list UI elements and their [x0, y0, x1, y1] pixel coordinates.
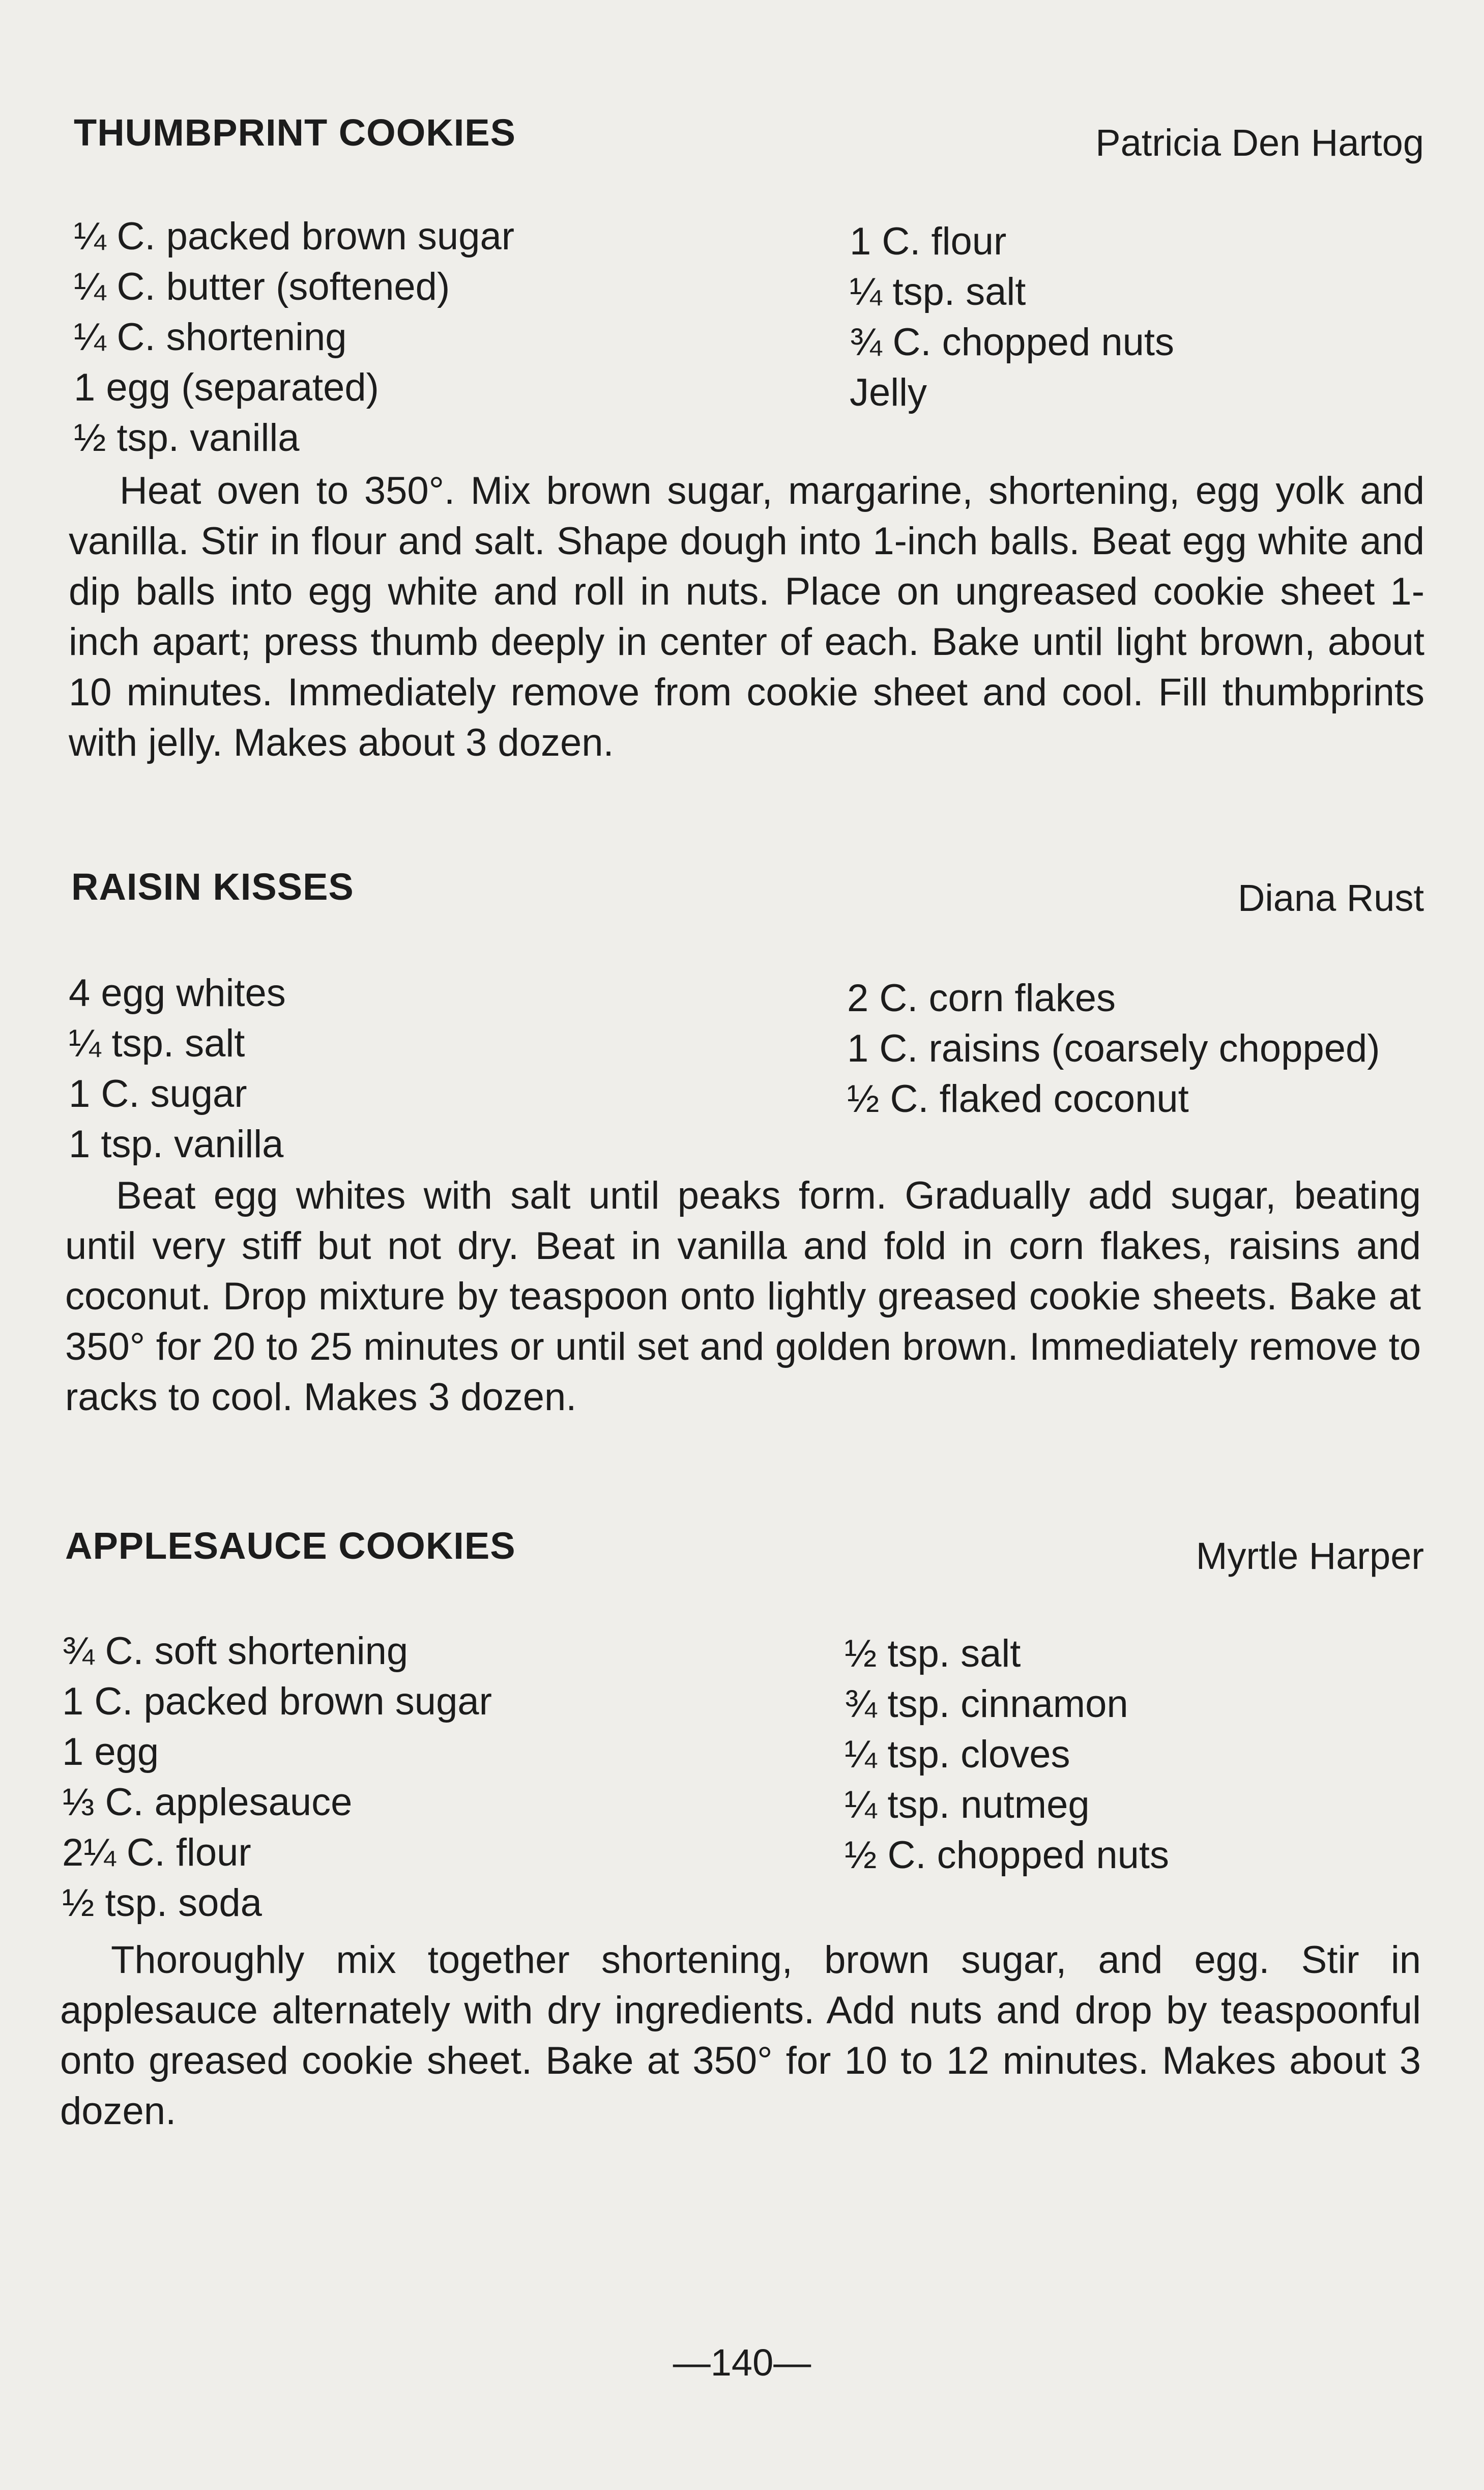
- recipe-title: THUMBPRINT COOKIES: [74, 111, 516, 154]
- recipe-title: RAISIN KISSES: [71, 866, 354, 908]
- ingredient: ⅓ C. applesauce: [62, 1781, 353, 1824]
- ingredient: 2 C. corn flakes: [847, 977, 1116, 1020]
- ingredient: ¾ tsp. cinnamon: [845, 1682, 1128, 1726]
- page-number: —140—: [673, 2341, 811, 2384]
- ingredient: ½ C. chopped nuts: [845, 1834, 1169, 1877]
- ingredients-right: [847, 973, 1380, 1124]
- ingredient: ¼ tsp. nutmeg: [845, 1783, 1090, 1826]
- ingredient: ¼ tsp. cloves: [845, 1733, 1070, 1776]
- ingredient: ¼ C. shortening: [74, 316, 347, 359]
- ingredient: ¾ C. soft shortening: [62, 1629, 409, 1673]
- recipe-author: Diana Rust: [1237, 877, 1424, 919]
- ingredient: ¼ tsp. salt: [850, 270, 1026, 313]
- recipe-title: APPLESAUCE COOKIES: [65, 1525, 516, 1567]
- ingredient: 2¼ C. flour: [62, 1831, 251, 1874]
- recipe-author: Myrtle Harper: [1196, 1535, 1424, 1577]
- recipe-method: Beat egg whites with salt until peaks form. Gradually add sugar, beating until very stiff but not dry. Beat in vanilla and fold in corn flakes, raisins and coconut. Drop mixture by teaspoon onto lightly greased cookie sheets. Bake at 350° for 20 to 25 minutes or until set and golden brown. Immediately remove to racks to cool. Makes 3 dozen.: [65, 1174, 1421, 1419]
- ingredient: 1 C. packed brown sugar: [62, 1680, 492, 1723]
- ingredients-left: [69, 968, 286, 1169]
- ingredients-right: [845, 1628, 1169, 1880]
- ingredients-right: [850, 216, 1174, 418]
- ingredient: ¼ tsp. salt: [69, 1022, 245, 1065]
- ingredient: ½ C. flaked coconut: [847, 1077, 1189, 1121]
- ingredient: 1 egg (separated): [74, 366, 379, 409]
- ingredient: ½ tsp. vanilla: [74, 416, 300, 460]
- ingredient: 1 C. sugar: [69, 1072, 247, 1115]
- ingredient: 1 tsp. vanilla: [69, 1123, 284, 1166]
- ingredient: 1 C. flour: [850, 220, 1007, 263]
- recipe-author: Patricia Den Hartog: [1095, 122, 1424, 164]
- ingredient: 1 egg: [62, 1730, 159, 1773]
- ingredients-left: [62, 1626, 492, 1928]
- ingredient: ¼ C. butter (softened): [74, 265, 450, 308]
- ingredient: ¾ C. chopped nuts: [850, 321, 1174, 364]
- ingredient: ½ tsp. salt: [845, 1632, 1021, 1675]
- recipe-method: Heat oven to 350°. Mix brown sugar, margarine, shortening, egg yolk and vanilla. Stir in flour and salt. Shape dough into 1-inch balls. Beat egg white and dip balls into egg white and roll in nuts. Place on ungreased cookie sheet 1-inch apart; press thumb deeply in center of each. Bake until light brown, about 10 minutes. Immediately remove from cookie sheet and cool. Fill thumbprints with jelly. Makes about 3 dozen.: [69, 469, 1424, 764]
- ingredient: Jelly: [850, 371, 927, 414]
- ingredient: ¼ C. packed brown sugar: [74, 215, 515, 258]
- ingredient: 4 egg whites: [69, 971, 286, 1015]
- ingredient: 1 C. raisins (coarsely chopped): [847, 1027, 1380, 1070]
- recipe-method: Thoroughly mix together shortening, brown sugar, and egg. Stir in applesauce alternately with dry ingredients. Add nuts and drop by teaspoonful onto greased cookie sheet. Bake at 350° for 10 to 12 minutes. Makes about 3 dozen.: [60, 1938, 1421, 2133]
- ingredient: ½ tsp. soda: [62, 1881, 262, 1925]
- ingredients-left: [74, 211, 514, 463]
